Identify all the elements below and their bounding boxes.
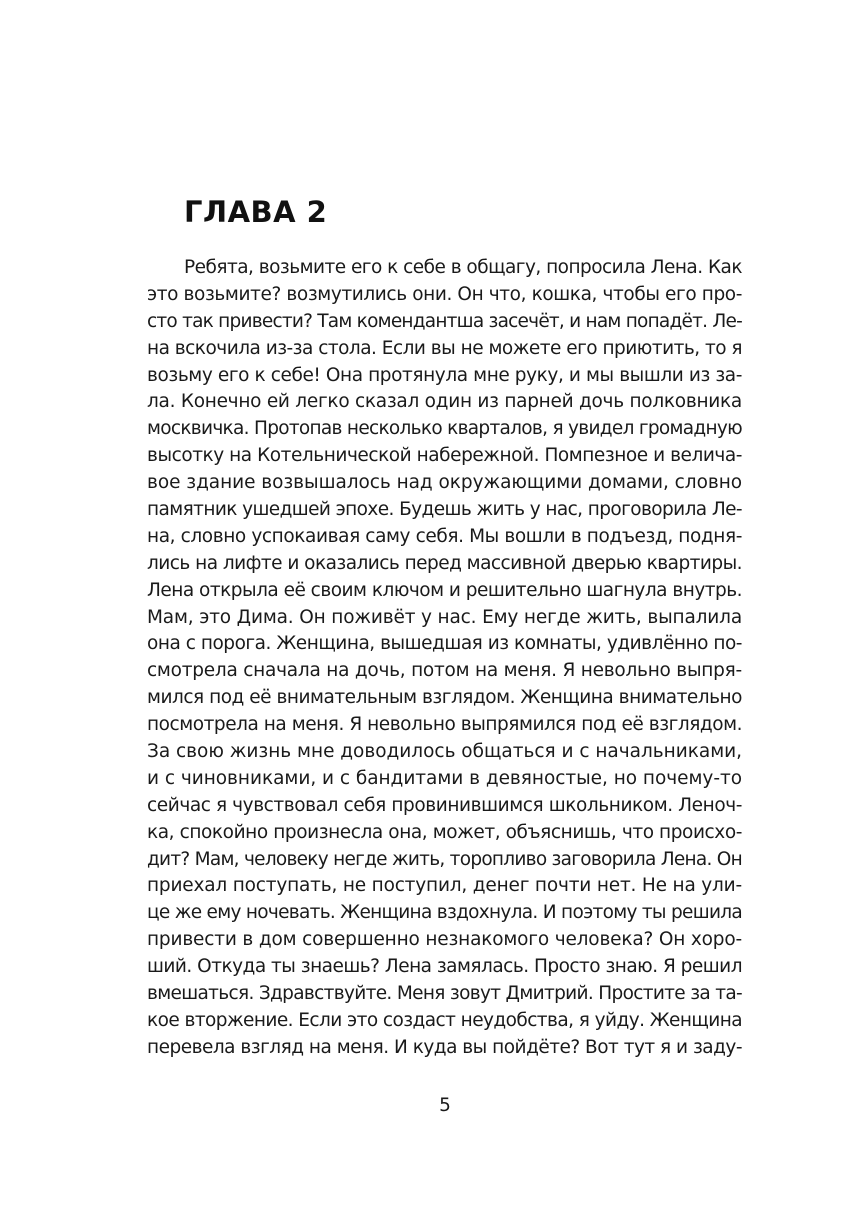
- text-line: привести в дом совершенно незнакомого человека? Он хоро-: [147, 929, 743, 951]
- text-line: посмотрела на меня. Я невольно выпрямился под её взглядом.: [147, 714, 743, 736]
- text-line: ка, спокойно произнесла она, может, объяснишь, что происхо-: [147, 821, 742, 843]
- text-line: на вскочила из-за стола. Если вы не можете его приютить, то я: [147, 337, 743, 359]
- text-line: она с порога. Женщина, вышедшая из комнаты, удивлённо по-: [147, 633, 743, 655]
- text-line: дит? Мам, человеку негде жить, торопливо заговорила Лена. Он: [147, 848, 742, 870]
- text-line: Ребята, возьмите его к себе в общагу, попросила Лена. Как: [184, 257, 742, 278]
- page-number: 5: [439, 1095, 451, 1116]
- text-line: это возьмите? возмутились они. Он что, кошка, чтобы его про-: [147, 283, 743, 305]
- text-line: и с чиновниками, и с бандитами в девяностые, но почему-то: [147, 767, 742, 789]
- chapter-body: [147, 255, 742, 1062]
- text-line: вмешаться. Здравствуйте. Меня зовут Дмитрий. Простите за та-: [147, 983, 743, 1005]
- text-line: ла. Конечно ей легко сказал один из парней дочь полковника: [147, 391, 742, 413]
- text-line: це же ему ночевать. Женщина вздохнула. И поэтому ты решила: [147, 902, 743, 924]
- text-line: возьму его к себе! Она протянула мне руку, и мы вышли из за-: [147, 364, 742, 386]
- text-line: Лена открыла её своим ключом и решительно шагнула внутрь.: [147, 579, 743, 601]
- text-line: памятник ушедшей эпохе. Будешь жить у нас, проговорила Ле-: [147, 499, 742, 521]
- text-line: приехал поступать, не поступил, денег почти нет. Не на ули-: [147, 875, 743, 897]
- text-line: перевела взгляд на меня. И куда вы пойдёте? Вот тут я и заду-: [147, 1036, 742, 1058]
- text-line: мился под её внимательным взглядом. Женщина внимательно: [147, 687, 742, 709]
- text-line: высотку на Котельнической набережной. Помпезное и велича-: [147, 445, 742, 467]
- text-line: на, словно успокаивая саму себя. Мы вошли в подъезд, подня-: [147, 525, 743, 547]
- text-line: лись на лифте и оказались перед массивной дверью квартиры.: [147, 552, 743, 574]
- text-line: сто так привести? Там комендантша засечёт, и нам попадёт. Ле-: [147, 310, 742, 332]
- text-line: сейчас я чувствовал себя провинившимся школьником. Леноч-: [147, 794, 742, 816]
- text-line: вое здание возвышалось над окружающими домами, словно: [147, 472, 743, 494]
- text-line: ший. Откуда ты знаешь? Лена замялась. Просто знаю. Я решил: [147, 956, 743, 978]
- text-line: кое вторжение. Если это создаст неудобства, я уйду. Женщина: [147, 1009, 743, 1031]
- text-line: За свою жизнь мне доводилось общаться и с начальниками,: [147, 741, 743, 763]
- text-line: Мам, это Дима. Он поживёт у нас. Ему негде жить, выпалила: [147, 606, 742, 628]
- text-line: смотрела сначала на дочь, потом на меня. Я невольно выпря-: [147, 660, 742, 682]
- text-line: москвичка. Протопав несколько кварталов, я увидел громадную: [147, 418, 743, 440]
- chapter-title: ГЛАВА 2: [184, 195, 328, 229]
